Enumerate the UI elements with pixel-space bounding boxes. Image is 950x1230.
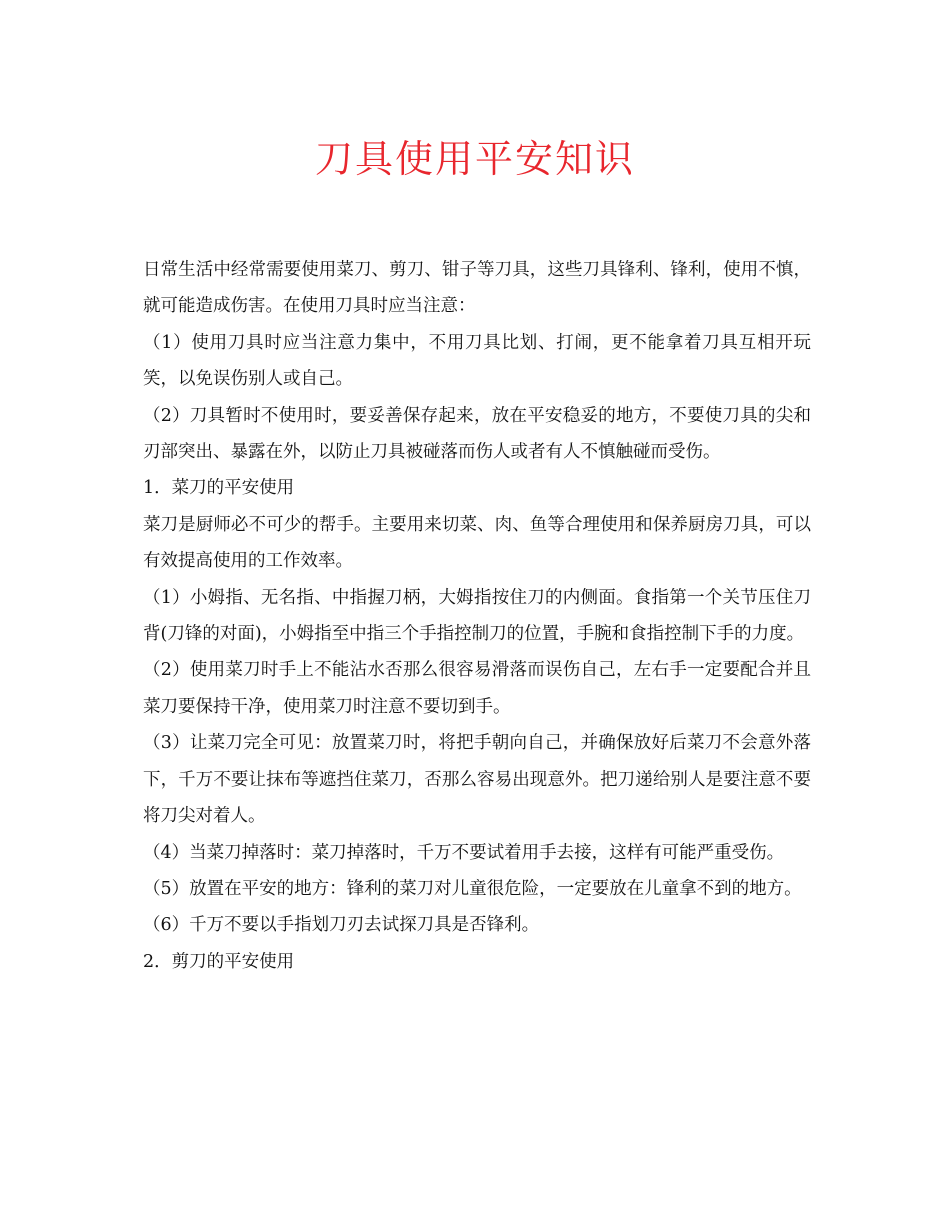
section-heading-scissors: 2．剪刀的平安使用 [143, 951, 295, 972]
kitchen-knife-rule-4: （4）当菜刀掉落时：菜刀掉落时，千万不要试着用手去接，这样有可能严重受伤。 [143, 842, 785, 863]
page-title: 刀具使用平安知识 [314, 137, 635, 181]
kitchen-knife-rule-2: （2）使用菜刀时手上不能沾水否那么很容易滑落而误伤自己，左右手一定要配合并且菜刀要保持干净，使用菜刀时注意不要切到手。 [143, 660, 811, 717]
section-heading-kitchen-knife: 1．菜刀的平安使用 [143, 478, 295, 499]
general-rule-1: （1）使用刀具时应当注意力集中，不用刀具比划、打闹，更不能拿着刀具互相开玩笑，以免误伤别人或自己。 [143, 332, 811, 390]
general-rule-2: （2）刀具暂时不使用时，要妥善保存起来，放在平安稳妥的地方，不要使刀具的尖和刃部突出、暴露在外，以防止刀具被碰落而伤人或者有人不慎触碰而受伤。 [143, 405, 811, 463]
kitchen-knife-intro: 菜刀是厨师必不可少的帮手。主要用来切菜、肉、鱼等合理使用和保养厨房刀具，可以有效提高使用的工作效率。 [143, 514, 811, 572]
kitchen-knife-rule-1: （1）小姆指、无名指、中指握刀柄，大姆指按住刀的内侧面。食指第一个关节压住刀背(刀锋的对面)，小姆指至中指三个手指控制刀的位置，手腕和食指控制下手的力度。 [143, 587, 811, 645]
kitchen-knife-rule-6: （6）千万不要以手指划刀刃去试探刀具是否锋利。 [143, 915, 540, 936]
kitchen-knife-rule-3: （3）让菜刀完全可见：放置菜刀时，将把手朝向自己，并确保放好后菜刀不会意外落下，千万不要让抹布等遮挡住菜刀，否那么容易出现意外。把刀递给别人是要注意不要将刀尖对着人。 [143, 733, 811, 827]
intro-paragraph: 日常生活中经常需要使用菜刀、剪刀、钳子等刀具，这些刀具锋利、锋利，使用不慎，就可能造成伤害。在使用刀具时应当注意： [143, 260, 811, 317]
document-body [143, 252, 811, 980]
kitchen-knife-rule-5: （5）放置在平安的地方：锋利的菜刀对儿童很危险，一定要放在儿童拿不到的地方。 [143, 878, 802, 899]
